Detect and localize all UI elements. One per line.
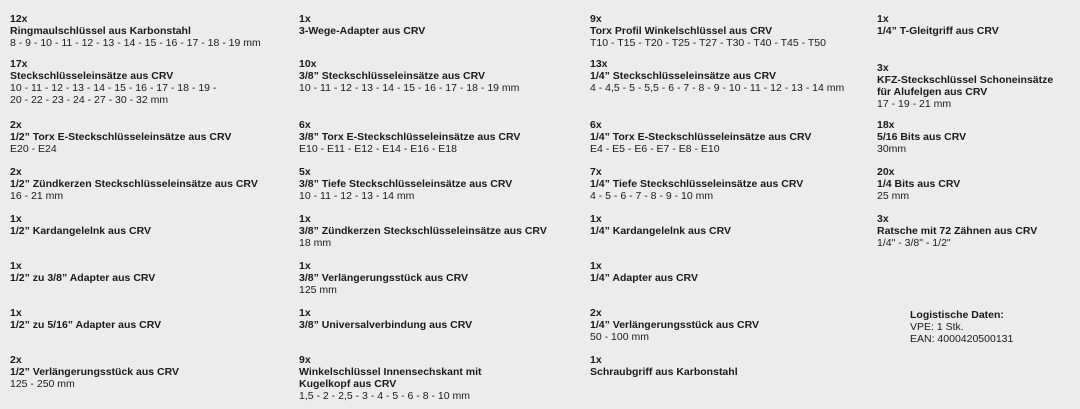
item-quantity: 1x — [299, 13, 311, 25]
item-quantity: 2x — [10, 119, 22, 131]
list-item — [299, 354, 584, 402]
item-title: 3/8” Steckschlüsseleinsätze aus CRV — [299, 70, 485, 82]
item-title: 1/2” Zündkerzen Steckschlüsseleinsätze aus CRV — [10, 178, 258, 190]
list-item — [10, 260, 295, 284]
item-spec: 20 - 22 - 23 - 24 - 27 - 30 - 32 mm — [10, 94, 169, 106]
item-title: 1/4” T-Gleitgriff aus CRV — [877, 25, 999, 37]
item-title: 1/4” Kardangelelnk aus CRV — [590, 225, 732, 237]
item-title: 3-Wege-Adapter aus CRV — [299, 25, 426, 37]
list-item — [10, 119, 295, 155]
item-title: 1/2” Torx E-Steckschlüsseleinsätze aus CRV — [10, 131, 232, 143]
item-quantity: 1x — [877, 13, 889, 25]
logistics-title: Logistische Daten: — [910, 309, 1004, 321]
item-spec: 10 - 11 - 12 - 13 - 14 - 15 - 16 - 17 - 18 - 19 mm — [299, 82, 520, 94]
item-title: Kugelkopf aus CRV — [299, 378, 397, 390]
logistics-ean: EAN: 4000420500131 — [910, 333, 1014, 345]
item-quantity: 2x — [590, 307, 602, 319]
list-item — [590, 307, 875, 343]
list-item — [10, 213, 295, 237]
item-title: für Alufelgen aus CRV — [877, 86, 988, 98]
list-item — [299, 307, 584, 331]
item-quantity: 1x — [590, 354, 602, 366]
item-spec: 8 - 9 - 10 - 11 - 12 - 13 - 14 - 15 - 16 - 17 - 18 - 19 mm — [10, 37, 261, 49]
list-item — [877, 166, 1077, 202]
logistics-data — [910, 309, 1013, 345]
item-title: Ringmaulschlüssel aus Karbonstahl — [10, 25, 191, 37]
item-spec: 50 - 100 mm — [590, 331, 649, 343]
list-item — [299, 166, 584, 202]
item-title: 3/8” Zündkerzen Steckschlüsseleinsätze aus CRV — [299, 225, 547, 237]
logistics-vpe: VPE: 1 Stk. — [910, 321, 964, 333]
list-item — [299, 58, 584, 94]
list-item — [590, 58, 875, 94]
list-item — [877, 62, 1077, 110]
item-quantity: 20x — [877, 166, 895, 178]
list-item — [10, 58, 295, 106]
list-item — [10, 166, 295, 202]
item-spec: E10 - E11 - E12 - E14 - E16 - E18 — [299, 143, 457, 155]
list-item — [877, 213, 1077, 249]
item-title: Torx Profil Winkelschlüssel aus CRV — [590, 25, 773, 37]
list-item — [590, 13, 875, 49]
list-item — [299, 119, 584, 155]
item-spec: 30mm — [877, 143, 907, 155]
list-item — [299, 213, 584, 249]
list-item — [877, 13, 1077, 37]
item-spec: 4 - 5 - 6 - 7 - 8 - 9 - 10 mm — [590, 190, 714, 202]
list-item — [299, 13, 584, 37]
list-item — [590, 119, 875, 155]
item-title: 3/8” Universalverbindung aus CRV — [299, 319, 473, 331]
item-spec: 18 mm — [299, 237, 332, 249]
item-spec: 17 - 19 - 21 mm — [877, 98, 952, 110]
item-title: Steckschlüsseleinsätze aus CRV — [10, 70, 174, 82]
item-spec: 4 - 4,5 - 5 - 5,5 - 6 - 7 - 8 - 9 - 10 - 11 - 12 - 13 - 14 mm — [590, 82, 845, 94]
item-quantity: 18x — [877, 119, 895, 131]
list-item — [590, 354, 875, 378]
item-quantity: 9x — [590, 13, 602, 25]
list-item — [590, 166, 875, 202]
item-quantity: 1x — [590, 260, 602, 272]
item-title: 1/2” Verlängerungsstück aus CRV — [10, 366, 180, 378]
item-quantity: 3x — [877, 213, 889, 225]
item-quantity: 1x — [299, 260, 311, 272]
item-title: 1/2” zu 3/8” Adapter aus CRV — [10, 272, 156, 284]
item-quantity: 5x — [299, 166, 311, 178]
item-title: Schraubgriff aus Karbonstahl — [590, 366, 738, 378]
item-quantity: 1x — [299, 213, 311, 225]
item-quantity: 12x — [10, 13, 28, 25]
item-title: 5/16 Bits aus CRV — [877, 131, 967, 143]
item-title: 1/4” Tiefe Steckschlüsseleinsätze aus CRV — [590, 178, 804, 190]
item-quantity: 1x — [10, 307, 22, 319]
item-spec: T10 - T15 - T20 - T25 - T27 - T30 - T40 - T45 - T50 — [590, 37, 826, 49]
item-quantity: 1x — [10, 213, 22, 225]
item-quantity: 1x — [10, 260, 22, 272]
item-quantity: 9x — [299, 354, 311, 366]
item-spec: 125 mm — [299, 284, 337, 296]
item-spec: 1/4" - 3/8" - 1/2" — [877, 237, 951, 249]
list-item — [10, 307, 295, 331]
list-item — [590, 260, 875, 284]
item-spec: 16 - 21 mm — [10, 190, 64, 202]
list-item — [590, 213, 875, 237]
item-quantity: 2x — [10, 354, 22, 366]
item-title: 1/4” Adapter aus CRV — [590, 272, 698, 284]
item-quantity: 10x — [299, 58, 317, 70]
item-spec: 1,5 - 2 - 2,5 - 3 - 4 - 5 - 6 - 8 - 10 mm — [299, 390, 470, 402]
item-spec: E20 - E24 — [10, 143, 57, 155]
item-quantity: 6x — [590, 119, 602, 131]
item-title: 1/4” Torx E-Steckschlüsseleinsätze aus CRV — [590, 131, 812, 143]
item-title: Ratsche mit 72 Zähnen aus CRV — [877, 225, 1038, 237]
item-quantity: 17x — [10, 58, 28, 70]
item-spec: 25 mm — [877, 190, 910, 202]
item-title: Winkelschlüssel Innensechskant mit — [299, 366, 482, 378]
item-quantity: 1x — [590, 213, 602, 225]
item-title: 1/2” zu 5/16” Adapter aus CRV — [10, 319, 162, 331]
item-title: 1/4” Steckschlüsseleinsätze aus CRV — [590, 70, 776, 82]
item-title: 1/4 Bits aus CRV — [877, 178, 961, 190]
item-quantity: 7x — [590, 166, 602, 178]
item-title: KFZ-Steckschlüssel Schoneinsätze — [877, 74, 1054, 86]
item-title: 3/8” Tiefe Steckschlüsseleinsätze aus CRV — [299, 178, 513, 190]
list-item — [10, 354, 295, 390]
item-spec: 125 - 250 mm — [10, 378, 75, 390]
item-quantity: 2x — [10, 166, 22, 178]
item-spec: 10 - 11 - 12 - 13 - 14 - 15 - 16 - 17 - 18 - 19 - — [10, 82, 217, 94]
list-item — [299, 260, 584, 296]
item-quantity: 3x — [877, 62, 889, 74]
list-item — [877, 119, 1077, 155]
item-spec: 10 - 11 - 12 - 13 - 14 mm — [299, 190, 415, 202]
item-title: 3/8” Torx E-Steckschlüsseleinsätze aus CRV — [299, 131, 521, 143]
item-quantity: 6x — [299, 119, 311, 131]
item-spec: E4 - E5 - E6 - E7 - E8 - E10 — [590, 143, 720, 155]
list-item — [10, 13, 295, 49]
item-title: 3/8” Verlängerungsstück aus CRV — [299, 272, 469, 284]
item-title: 1/2” Kardangelelnk aus CRV — [10, 225, 152, 237]
item-quantity: 13x — [590, 58, 608, 70]
item-quantity: 1x — [299, 307, 311, 319]
item-title: 1/4” Verlängerungsstück aus CRV — [590, 319, 760, 331]
